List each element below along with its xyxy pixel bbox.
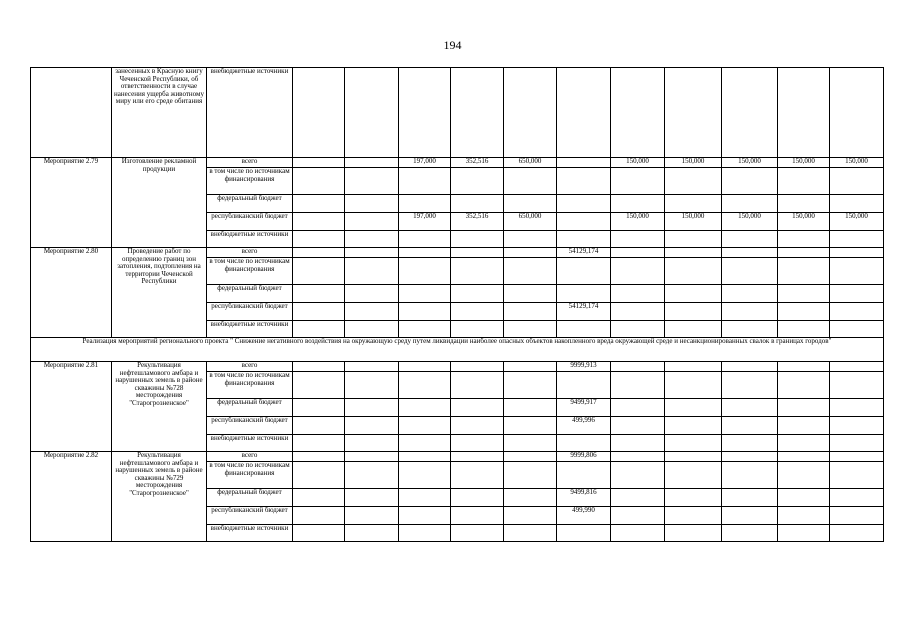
value-cell: [665, 231, 722, 248]
value-cell: [293, 195, 345, 213]
value-cell: [399, 248, 451, 258]
value-cell: [504, 525, 557, 542]
value-cell: 9999,913: [557, 362, 611, 372]
value-cell: [830, 231, 884, 248]
value-cell: [293, 285, 345, 303]
value-cell: [722, 435, 778, 452]
value-cell: [399, 68, 451, 158]
value-cell: [557, 321, 611, 338]
table-row: [31, 452, 884, 462]
value-cell: [557, 231, 611, 248]
funding-source: всего: [207, 362, 293, 372]
funding-source: внебюджетные источники: [207, 525, 293, 542]
value-cell: [611, 489, 665, 507]
value-cell: [830, 417, 884, 435]
funding-source: внебюджетные источники: [207, 321, 293, 338]
value-cell: [722, 372, 778, 399]
value-cell: [451, 435, 504, 452]
value-cell: [722, 285, 778, 303]
value-cell: [830, 525, 884, 542]
value-cell: [293, 525, 345, 542]
value-cell: [778, 362, 830, 372]
value-cell: [345, 435, 399, 452]
value-cell: [611, 399, 665, 417]
value-cell: [830, 435, 884, 452]
funding-source: федеральный бюджет: [207, 285, 293, 303]
funding-source: федеральный бюджет: [207, 489, 293, 507]
value-cell: [611, 435, 665, 452]
value-cell: [293, 462, 345, 489]
value-cell: [504, 285, 557, 303]
funding-source: в том числе по источникам финансирования: [207, 168, 293, 195]
value-cell: [722, 231, 778, 248]
value-cell: [830, 399, 884, 417]
value-cell: [778, 399, 830, 417]
value-cell: [345, 303, 399, 321]
value-cell: [399, 507, 451, 525]
value-cell: [504, 507, 557, 525]
funding-source: республиканский бюджет: [207, 213, 293, 231]
value-cell: [778, 321, 830, 338]
value-cell: [665, 452, 722, 462]
value-cell: [451, 362, 504, 372]
value-cell: 150,000: [830, 213, 884, 231]
value-cell: 352,516: [451, 213, 504, 231]
value-cell: [665, 507, 722, 525]
value-cell: [557, 158, 611, 168]
value-cell: [557, 195, 611, 213]
value-cell: [451, 417, 504, 435]
value-cell: [722, 462, 778, 489]
value-cell: [451, 525, 504, 542]
value-cell: [345, 195, 399, 213]
value-cell: [830, 258, 884, 285]
value-cell: [451, 399, 504, 417]
value-cell: [451, 248, 504, 258]
value-cell: 499,996: [557, 417, 611, 435]
value-cell: [399, 372, 451, 399]
value-cell: 150,000: [778, 158, 830, 168]
value-cell: 150,000: [722, 213, 778, 231]
value-cell: [557, 213, 611, 231]
value-cell: 650,000: [504, 158, 557, 168]
value-cell: [345, 417, 399, 435]
value-cell: [504, 462, 557, 489]
value-cell: [293, 362, 345, 372]
value-cell: [345, 248, 399, 258]
table-row: [31, 248, 884, 258]
value-cell: [399, 417, 451, 435]
value-cell: 150,000: [611, 158, 665, 168]
measure-name: Мероприятие 2.81: [31, 362, 112, 452]
value-cell: [611, 525, 665, 542]
value-cell: [611, 372, 665, 399]
value-cell: [830, 362, 884, 372]
value-cell: [504, 452, 557, 462]
value-cell: 352,516: [451, 158, 504, 168]
value-cell: [504, 489, 557, 507]
value-cell: [665, 399, 722, 417]
value-cell: [293, 158, 345, 168]
funding-source: в том числе по источникам финансирования: [207, 372, 293, 399]
value-cell: [451, 68, 504, 158]
value-cell: [778, 507, 830, 525]
value-cell: 54129,174: [557, 303, 611, 321]
value-cell: [293, 68, 345, 158]
value-cell: [722, 321, 778, 338]
value-cell: [778, 195, 830, 213]
value-cell: [665, 248, 722, 258]
measure-description: Рекультивация нефтешламового амбара и нарушенных земель в районе скважины №729 месторождения "Старогрозненское": [112, 452, 207, 542]
value-cell: [722, 417, 778, 435]
budget-table: [30, 67, 884, 542]
value-cell: [451, 231, 504, 248]
value-cell: [665, 303, 722, 321]
section-row: [31, 338, 884, 362]
value-cell: [665, 168, 722, 195]
value-cell: [557, 462, 611, 489]
value-cell: [722, 258, 778, 285]
value-cell: [665, 362, 722, 372]
value-cell: [722, 362, 778, 372]
value-cell: [504, 258, 557, 285]
value-cell: [293, 231, 345, 248]
value-cell: [451, 507, 504, 525]
value-cell: [557, 285, 611, 303]
value-cell: [778, 168, 830, 195]
value-cell: [293, 213, 345, 231]
value-cell: [504, 417, 557, 435]
measure-description: занесенных в Красную книгу Чеченской Республики, об ответственности в случае нанесения ущерба животному миру или его среде обитания: [112, 68, 207, 158]
value-cell: [345, 158, 399, 168]
value-cell: [451, 462, 504, 489]
value-cell: [293, 435, 345, 452]
value-cell: [345, 168, 399, 195]
value-cell: [665, 372, 722, 399]
value-cell: [451, 258, 504, 285]
value-cell: [293, 303, 345, 321]
value-cell: [722, 399, 778, 417]
value-cell: [665, 462, 722, 489]
value-cell: [830, 489, 884, 507]
table-row: [31, 68, 884, 158]
value-cell: [399, 489, 451, 507]
value-cell: [504, 248, 557, 258]
value-cell: [778, 231, 830, 248]
value-cell: [830, 68, 884, 158]
value-cell: [345, 525, 399, 542]
value-cell: [345, 372, 399, 399]
value-cell: [399, 195, 451, 213]
table-row: [31, 158, 884, 168]
value-cell: [451, 372, 504, 399]
value-cell: [451, 489, 504, 507]
value-cell: [293, 372, 345, 399]
funding-source: федеральный бюджет: [207, 399, 293, 417]
value-cell: [399, 399, 451, 417]
value-cell: [778, 372, 830, 399]
value-cell: [611, 462, 665, 489]
value-cell: [345, 507, 399, 525]
value-cell: [722, 489, 778, 507]
value-cell: [345, 68, 399, 158]
value-cell: [399, 462, 451, 489]
value-cell: [504, 435, 557, 452]
value-cell: [778, 248, 830, 258]
value-cell: [722, 507, 778, 525]
value-cell: [722, 452, 778, 462]
value-cell: [611, 321, 665, 338]
value-cell: [399, 168, 451, 195]
value-cell: [665, 525, 722, 542]
value-cell: [778, 258, 830, 285]
value-cell: [830, 372, 884, 399]
funding-source: внебюджетные источники: [207, 68, 293, 158]
value-cell: [399, 525, 451, 542]
value-cell: [293, 399, 345, 417]
funding-source: федеральный бюджет: [207, 195, 293, 213]
value-cell: 150,000: [611, 213, 665, 231]
value-cell: [830, 168, 884, 195]
value-cell: 150,000: [665, 158, 722, 168]
value-cell: [611, 231, 665, 248]
value-cell: [345, 462, 399, 489]
value-cell: [345, 452, 399, 462]
value-cell: [557, 68, 611, 158]
value-cell: [665, 68, 722, 158]
measure-description: Рекультивация нефтешламового амбара и нарушенных земель в районе скважины №728 месторождения "Старогрозненское": [112, 362, 207, 452]
value-cell: [399, 231, 451, 248]
funding-source: всего: [207, 452, 293, 462]
value-cell: [665, 285, 722, 303]
measure-description: Изготовление рекламной продукции: [112, 158, 207, 248]
value-cell: 650,000: [504, 213, 557, 231]
value-cell: [451, 452, 504, 462]
value-cell: [665, 489, 722, 507]
value-cell: 150,000: [778, 213, 830, 231]
value-cell: [345, 399, 399, 417]
value-cell: 499,990: [557, 507, 611, 525]
value-cell: [778, 525, 830, 542]
value-cell: 197,000: [399, 213, 451, 231]
value-cell: [557, 168, 611, 195]
funding-source: внебюджетные источники: [207, 435, 293, 452]
value-cell: [830, 507, 884, 525]
value-cell: [451, 303, 504, 321]
section-title: Реализация мероприятий регионального проекта " Снижение негативного воздействия на окружающую среду путем ликвидации наиболее опасных объектов накопленного вреда окружающей среде и несанкционированных свалок в границах городов": [31, 338, 884, 362]
value-cell: [722, 248, 778, 258]
value-cell: [451, 168, 504, 195]
value-cell: [830, 285, 884, 303]
funding-source: в том числе по источникам финансирования: [207, 462, 293, 489]
measure-description: Проведение работ по определению границ зон затопления, подтопления на территории Чеченской Республики: [112, 248, 207, 338]
value-cell: [451, 321, 504, 338]
measure-name: Мероприятие 2.79: [31, 158, 112, 248]
value-cell: [665, 195, 722, 213]
value-cell: [611, 248, 665, 258]
value-cell: 150,000: [830, 158, 884, 168]
value-cell: 9499,917: [557, 399, 611, 417]
value-cell: [611, 362, 665, 372]
value-cell: [399, 435, 451, 452]
value-cell: [451, 195, 504, 213]
value-cell: [504, 168, 557, 195]
value-cell: [778, 285, 830, 303]
value-cell: [293, 258, 345, 285]
value-cell: [345, 321, 399, 338]
value-cell: 197,000: [399, 158, 451, 168]
value-cell: [611, 452, 665, 462]
value-cell: [611, 258, 665, 285]
value-cell: [504, 195, 557, 213]
value-cell: [778, 68, 830, 158]
measure-name: Мероприятие 2.80: [31, 248, 112, 338]
value-cell: [722, 303, 778, 321]
value-cell: [345, 285, 399, 303]
value-cell: 9499,816: [557, 489, 611, 507]
value-cell: [504, 68, 557, 158]
value-cell: [345, 213, 399, 231]
value-cell: 150,000: [665, 213, 722, 231]
value-cell: 54129,174: [557, 248, 611, 258]
value-cell: [293, 168, 345, 195]
value-cell: [778, 435, 830, 452]
value-cell: [293, 452, 345, 462]
value-cell: [722, 525, 778, 542]
value-cell: [293, 417, 345, 435]
value-cell: [345, 231, 399, 248]
measure-name: Мероприятие 2.82: [31, 452, 112, 542]
funding-source: республиканский бюджет: [207, 303, 293, 321]
value-cell: [399, 258, 451, 285]
value-cell: [665, 258, 722, 285]
measure-name-cell: [31, 68, 112, 158]
value-cell: [399, 303, 451, 321]
value-cell: [665, 417, 722, 435]
value-cell: [665, 321, 722, 338]
value-cell: [293, 507, 345, 525]
value-cell: [778, 417, 830, 435]
value-cell: [557, 435, 611, 452]
value-cell: [399, 321, 451, 338]
funding-source: в том числе по источникам финансирования: [207, 258, 293, 285]
value-cell: [399, 452, 451, 462]
value-cell: [778, 462, 830, 489]
value-cell: [293, 321, 345, 338]
value-cell: [830, 462, 884, 489]
value-cell: [504, 303, 557, 321]
value-cell: [504, 362, 557, 372]
page-number: 194: [443, 38, 462, 52]
value-cell: [722, 68, 778, 158]
value-cell: [399, 362, 451, 372]
value-cell: 150,000: [722, 158, 778, 168]
value-cell: [504, 372, 557, 399]
value-cell: [722, 168, 778, 195]
value-cell: [611, 68, 665, 158]
value-cell: [293, 489, 345, 507]
value-cell: [611, 168, 665, 195]
value-cell: [611, 417, 665, 435]
funding-source: всего: [207, 248, 293, 258]
value-cell: [504, 399, 557, 417]
value-cell: [451, 285, 504, 303]
value-cell: [778, 452, 830, 462]
value-cell: [830, 321, 884, 338]
value-cell: [557, 372, 611, 399]
value-cell: [611, 507, 665, 525]
value-cell: [345, 362, 399, 372]
table-row: [31, 362, 884, 372]
funding-source: всего: [207, 158, 293, 168]
value-cell: [830, 248, 884, 258]
value-cell: [611, 303, 665, 321]
value-cell: [504, 321, 557, 338]
value-cell: [345, 489, 399, 507]
value-cell: [665, 435, 722, 452]
value-cell: [293, 248, 345, 258]
value-cell: [504, 231, 557, 248]
value-cell: [830, 303, 884, 321]
value-cell: [830, 195, 884, 213]
value-cell: [830, 452, 884, 462]
value-cell: [778, 303, 830, 321]
value-cell: [778, 489, 830, 507]
funding-source: республиканский бюджет: [207, 507, 293, 525]
value-cell: [722, 195, 778, 213]
value-cell: [557, 525, 611, 542]
value-cell: [611, 285, 665, 303]
value-cell: [611, 195, 665, 213]
funding-source: внебюджетные источники: [207, 231, 293, 248]
value-cell: [345, 258, 399, 285]
value-cell: [557, 258, 611, 285]
value-cell: 9999,806: [557, 452, 611, 462]
value-cell: [399, 285, 451, 303]
funding-source: республиканский бюджет: [207, 417, 293, 435]
